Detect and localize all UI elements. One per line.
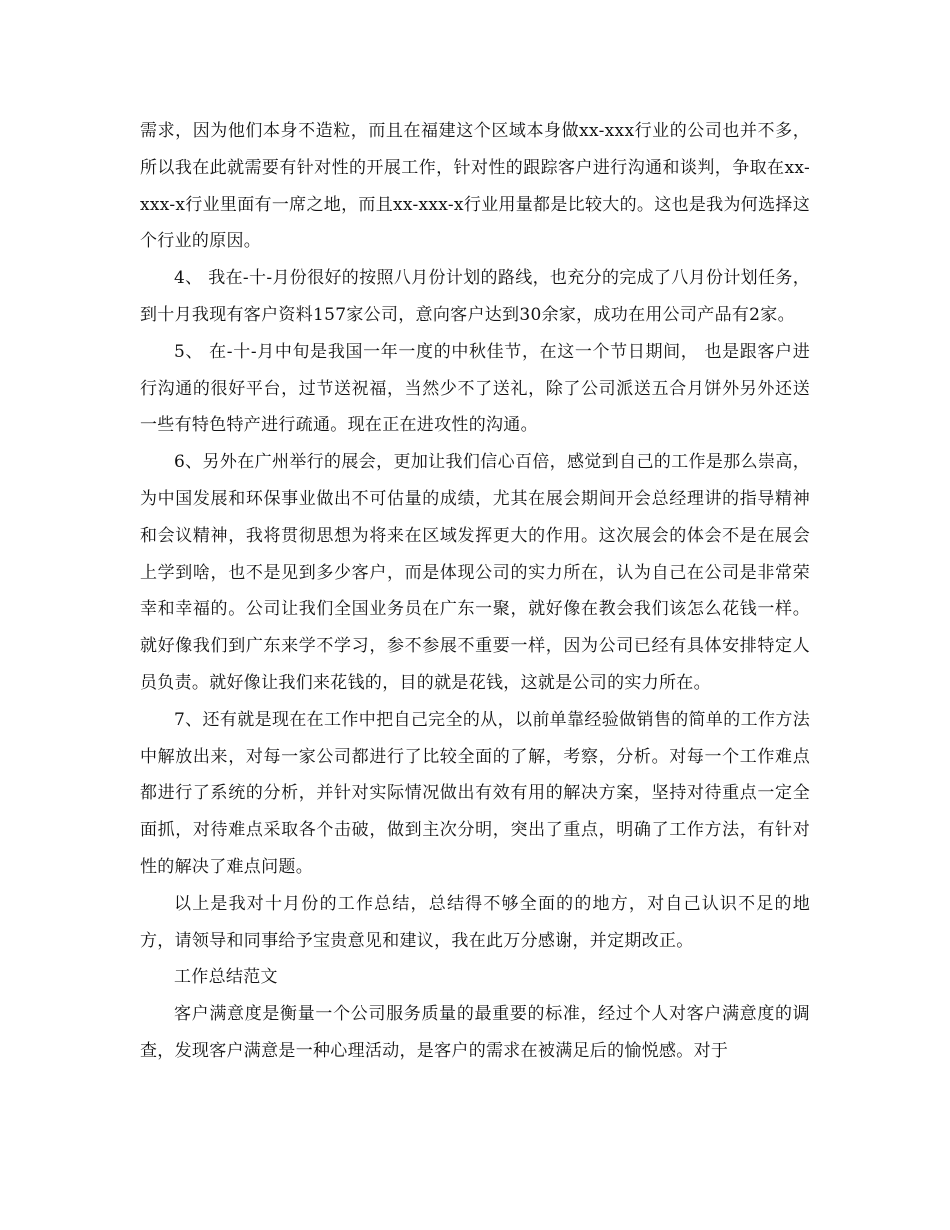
paragraph-continuation: 需求，因为他们本身不造粒，而且在福建这个区域本身做xx-xxx行业的公司也并不多，所以我在此就需要有针对性的开展工作，针对性的跟踪客户进行沟通和谈判，争取在xx-xxx-x行业里面有一席之地，而且xx-xxx-x行业用量都是比较大的。这也是我为何选择这个行业的原因。 (140, 121, 810, 252)
paragraph-item-6: 6、另外在广州举行的展会，更加让我们信心百倍，感觉到自己的工作是那么崇高，为中国发展和环保事业做出不可估量的成绩，尤其在展会期间开会总经理讲的指导精神和会议精神，我将贯彻思想为将来在区域发挥更大的作用。这次展会的体会不是在展会上学到啥，也不是见到多少客户，而是体现公司的实力所在，认为自己在公司是非常荣幸和幸福的。公司让我们全国业务员在广东一聚，就好像在教会我们该怎么花钱一样。就好像我们到广东来学不学习，参不参展不重要一样，因为公司已经有具体安排特定人员负责。就好像让我们来花钱的，目的就是花钱，这就是公司的实力所在。 (140, 452, 810, 693)
paragraph-customer-satisfaction: 客户满意度是衡量一个公司服务质量的最重要的标准，经过个人对客户满意度的调查，发现客户满意是一种心理活动，是客户的需求在被满足后的愉悦感。对于 (140, 1004, 810, 1061)
section-heading: 工作总结范文 (174, 967, 278, 988)
paragraph-conclusion: 以上是我对十月份的工作总结，总结得不够全面的的地方，对自己认识不足的地方，请领导和同事给予宝贵意见和建议，我在此万分感谢，并定期改正。 (140, 893, 810, 951)
paragraph-item-4: 4、 我在-十-月份很好的按照八月份计划的路线，也充分的完成了八月份计划任务，到十月我现有客户资料157家公司，意向客户达到30余家，成功在用公司产品有2家。 (140, 268, 810, 325)
paragraph-item-7: 7、还有就是现在在工作中把自己完全的从，以前单靠经验做销售的简单的工作方法中解放出来，对每一家公司都进行了比较全面的了解，考察，分析。对每一个工作难点都进行了系统的分析，并针对实际情况做出有效有用的解决方案，坚持对待重点一定全面抓，对待难点采取各个击破，做到主次分明，突出了重点，明确了工作方法，有针对性的解决了难点问题。 (140, 709, 810, 877)
paragraph-item-5: 5、 在-十-月中旬是我国一年一度的中秋佳节，在这一个节日期间， 也是跟客户进行沟通的很好平台，过节送祝福，当然少不了送礼，除了公司派送五合月饼外另外还送一些有特色特产进行疏通。现在正在进攻性的沟通。 (140, 341, 810, 436)
